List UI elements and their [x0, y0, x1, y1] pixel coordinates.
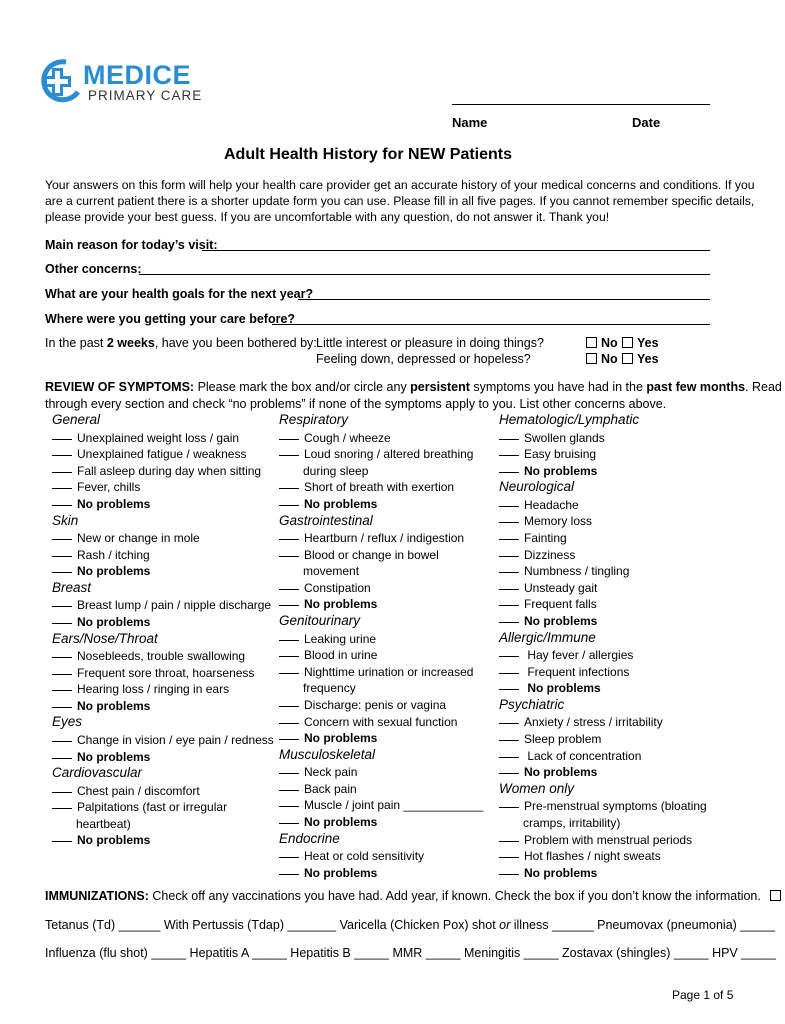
checkbox-blank[interactable] — [279, 656, 299, 657]
checkbox-blank[interactable] — [499, 857, 519, 858]
medice-logo — [38, 58, 223, 108]
section-heading: Gastrointestinal — [279, 512, 373, 528]
past-weeks-prompt: In the past 2 weeks, have you been bothered by: — [45, 336, 317, 350]
no-problems-option[interactable] — [499, 463, 597, 479]
symptom-label: Heat or cold sensitivity — [304, 849, 425, 864]
checkbox-blank[interactable] — [279, 488, 299, 489]
symptom-item[interactable] — [279, 714, 457, 730]
symptom-label: Hot flashes / night sweats — [524, 849, 661, 864]
symptom-item[interactable] — [499, 714, 663, 730]
checkbox-blank[interactable] — [279, 706, 299, 707]
ros-instructions-line-1: REVIEW OF SYMPTOMS: Please mark the box and/or circle any persistent symptoms you have had in the past few months. Read — [45, 380, 782, 394]
symptom-label: Change in vision / eye pain / redness — [77, 732, 274, 747]
symptom-label: Chest pain / discomfort — [77, 783, 200, 798]
symptom-item[interactable] — [279, 479, 454, 495]
section-heading: Breast — [52, 579, 92, 595]
no-problems-option[interactable] — [279, 730, 377, 746]
symptom-label: No problems — [304, 815, 378, 829]
symptom-label: No problems — [524, 614, 598, 628]
symptom-label: Memory loss — [524, 514, 593, 529]
symptom-label: Frequent sore throat, hoarseness — [77, 665, 255, 680]
symptom-label: Nighttime urination or increased — [304, 664, 474, 679]
no-problems-option[interactable] — [52, 614, 150, 630]
care-before-field[interactable] — [272, 324, 710, 325]
symptom-label: Swollen glands — [524, 430, 605, 445]
intro-line-3: please provide your best guess. If you are uncomfortable with any question, do not answer it. Thank you! — [45, 210, 610, 224]
checkbox-blank[interactable] — [499, 773, 519, 774]
symptom-item[interactable] — [279, 631, 376, 647]
checkbox-blank[interactable] — [52, 505, 72, 506]
symptom-label: Frequent falls — [524, 597, 597, 612]
checkbox-blank[interactable] — [279, 806, 299, 807]
symptom-item[interactable] — [279, 530, 464, 546]
unknown-checkbox-icon[interactable] — [770, 890, 781, 901]
checkbox-blank[interactable] — [279, 723, 299, 724]
symptom-item[interactable] — [52, 479, 140, 495]
symptom-item[interactable] — [279, 781, 357, 797]
q2-no-option[interactable]: No — [586, 352, 618, 366]
checkbox-blank[interactable] — [499, 622, 519, 623]
checkbox-blank[interactable] — [279, 739, 299, 740]
symptom-label: Neck pain — [304, 765, 358, 780]
checkbox-icon[interactable] — [622, 337, 633, 348]
symptom-item[interactable] — [499, 446, 596, 462]
section-heading: General — [52, 412, 101, 427]
section-heading: Musculoskeletal — [279, 746, 376, 762]
q2-yes-option[interactable]: Yes — [622, 352, 659, 366]
symptom-item[interactable] — [279, 430, 391, 446]
checkbox-blank[interactable] — [52, 741, 72, 742]
checkbox-blank[interactable] — [52, 657, 72, 658]
checkbox-blank[interactable] — [499, 439, 519, 440]
symptom-label: No problems — [77, 749, 151, 764]
checkbox-blank[interactable] — [499, 757, 519, 758]
no-problems-option[interactable] — [279, 814, 377, 830]
health-goals-field[interactable] — [298, 299, 710, 300]
symptom-item[interactable] — [279, 848, 424, 864]
symptom-item[interactable] — [499, 513, 592, 529]
symptom-label: New or change in mole — [77, 531, 200, 545]
symptom-item[interactable] — [279, 797, 483, 813]
symptom-label: Hay fever / allergies — [524, 648, 634, 663]
checkbox-blank[interactable] — [279, 455, 299, 456]
checkbox-blank[interactable] — [279, 505, 299, 506]
logo-name: MEDICE — [83, 60, 192, 90]
section-heading: Respiratory — [279, 412, 349, 427]
symptom-label: No problems — [524, 681, 601, 696]
checkbox-blank[interactable] — [499, 605, 519, 606]
symptom-label: Pre-menstrual symptoms (bloating — [524, 799, 707, 814]
logo-subtitle: PRIMARY CARE — [88, 88, 203, 103]
symptom-label: Heartburn / reflux / indigestion — [304, 531, 465, 545]
symptom-label: Muscle / joint pain ____________ — [304, 798, 484, 813]
checkbox-blank[interactable] — [499, 556, 519, 557]
checkbox-blank[interactable] — [52, 556, 72, 557]
symptom-label: No problems — [77, 564, 151, 579]
main-reason-label: Main reason for today’s visit: — [45, 238, 218, 252]
symptom-label: Unexplained fatigue / weakness — [77, 447, 247, 462]
other-concerns-field[interactable] — [139, 274, 710, 275]
symptom-label: Problem with menstrual periods — [524, 832, 693, 847]
symptom-item[interactable] — [52, 799, 227, 815]
immunizations-row-1[interactable]: Tetanus (Td) ______ With Pertussis (Tdap) _______ Varicella (Chicken Pox) shot or illness ______ Pneumovax (pneumonia) _____ — [45, 918, 776, 932]
no-problems-option[interactable] — [499, 613, 597, 629]
past-weeks-q2: Feeling down, depressed or hopeless? — [316, 352, 531, 366]
checkbox-blank[interactable] — [279, 673, 299, 674]
symptom-continuation: frequency — [303, 681, 356, 696]
checkbox-blank[interactable] — [52, 606, 72, 607]
checkbox-blank[interactable] — [279, 790, 299, 791]
symptom-label: Short of breath with exertion — [304, 480, 455, 495]
symptom-label: Easy bruising — [524, 447, 597, 462]
checkbox-blank[interactable] — [279, 539, 299, 540]
symptom-label: Fall asleep during day when sitting — [77, 463, 262, 478]
symptom-item[interactable] — [52, 681, 229, 697]
symptom-label: No problems — [77, 698, 151, 713]
other-concerns-label: Other concerns: — [45, 262, 142, 276]
checkbox-blank[interactable] — [499, 740, 519, 741]
symptom-item[interactable] — [279, 580, 371, 596]
symptom-label: Cough / wheeze — [304, 430, 391, 445]
checkbox-blank[interactable] — [279, 439, 299, 440]
symptom-item[interactable] — [279, 664, 473, 680]
section-heading: Hematologic/Lymphatic — [499, 412, 640, 427]
symptom-label: Concern with sexual function — [304, 714, 458, 729]
symptom-item[interactable] — [279, 446, 473, 462]
ros-instructions-line-2: through every section and check “no problems” if none of the symptoms apply to you. List other concerns above. — [45, 397, 667, 411]
checkbox-blank[interactable] — [499, 572, 519, 573]
checkbox-icon[interactable] — [622, 353, 633, 364]
symptom-item[interactable] — [52, 430, 239, 446]
symptom-label: Rash / itching — [77, 547, 150, 562]
symptom-item[interactable] — [52, 547, 150, 563]
symptom-label: Nosebleeds, trouble swallowing — [77, 649, 246, 663]
symptom-label: Blood in urine — [304, 648, 378, 663]
section-heading: Psychiatric — [499, 696, 565, 712]
checkbox-blank[interactable] — [52, 623, 72, 624]
checkbox-blank[interactable] — [499, 689, 519, 690]
checkbox-blank[interactable] — [499, 589, 519, 590]
symptom-label: Unsteady gait — [524, 580, 598, 595]
medical-cross-logo-icon — [38, 58, 84, 104]
checkbox-blank[interactable] — [279, 640, 299, 641]
no-problems-option[interactable] — [499, 680, 601, 696]
checkbox-blank[interactable] — [279, 605, 299, 606]
symptom-label: Unexplained weight loss / gain — [77, 430, 240, 445]
symptom-label: Lack of concentration — [524, 748, 642, 763]
symptom-item[interactable] — [52, 597, 271, 613]
checkbox-blank[interactable] — [279, 874, 299, 875]
symptom-label: Back pain — [304, 781, 357, 796]
no-problems-option[interactable] — [52, 832, 150, 848]
symptom-label: Palpitations (fast or irregular — [77, 800, 228, 815]
symptom-label: Leaking urine — [304, 631, 377, 646]
section-heading: Cardiovascular — [52, 765, 143, 781]
symptom-item[interactable] — [52, 446, 246, 462]
symptom-label: No problems — [524, 865, 598, 880]
symptom-continuation: heartbeat) — [76, 816, 131, 831]
symptom-item[interactable] — [499, 547, 575, 563]
section-heading: Endocrine — [279, 830, 340, 846]
checkbox-blank[interactable] — [52, 808, 72, 809]
symptom-label: Blood or change in bowel — [304, 547, 439, 562]
checkbox-blank[interactable] — [52, 488, 72, 489]
no-problems-option[interactable] — [499, 865, 597, 881]
symptom-item[interactable] — [499, 596, 597, 612]
symptom-label: Loud snoring / altered breathing — [304, 447, 474, 462]
symptom-item[interactable] — [279, 764, 357, 780]
symptom-item[interactable] — [279, 547, 439, 563]
symptom-label: Frequent infections — [524, 664, 630, 679]
intro-line-1: Your answers on this form will help your health care provider get an accurate history of your medical concerns and conditions. If you — [45, 178, 755, 192]
symptom-item[interactable] — [499, 848, 661, 864]
checkbox-blank[interactable] — [499, 522, 519, 523]
checkbox-blank[interactable] — [499, 807, 519, 808]
checkbox-icon[interactable] — [586, 337, 597, 348]
symptom-item[interactable] — [52, 530, 200, 546]
symptom-item[interactable] — [499, 430, 605, 446]
symptom-item[interactable] — [499, 798, 707, 814]
no-problems-option[interactable] — [279, 596, 377, 612]
symptom-label: No problems — [77, 614, 151, 629]
checkbox-blank[interactable] — [499, 656, 519, 657]
symptom-label: No problems — [77, 833, 151, 848]
symptom-item[interactable] — [499, 748, 641, 764]
symptom-label: No problems — [524, 463, 598, 478]
symptom-item[interactable] — [52, 665, 254, 681]
q1-yes-option[interactable]: Yes — [622, 336, 659, 350]
checkbox-blank[interactable] — [52, 690, 72, 691]
checkbox-blank[interactable] — [52, 792, 72, 793]
symptom-label: No problems — [304, 597, 378, 612]
checkbox-blank[interactable] — [52, 841, 72, 842]
checkbox-blank[interactable] — [52, 707, 72, 708]
symptom-item[interactable] — [279, 647, 377, 663]
section-heading: Skin — [52, 512, 79, 528]
symptom-item[interactable] — [499, 530, 567, 546]
symptom-item[interactable] — [52, 463, 261, 479]
checkbox-blank[interactable] — [279, 857, 299, 858]
q1-no-option[interactable]: No — [586, 336, 618, 350]
symptom-label: Hearing loss / ringing in ears — [77, 682, 230, 697]
symptom-item[interactable] — [52, 783, 200, 799]
section-heading: Allergic/Immune — [499, 629, 596, 645]
name-date-line[interactable] — [452, 104, 710, 105]
symptom-label: Fever, chills — [77, 480, 141, 495]
symptom-item[interactable] — [499, 647, 633, 663]
checkbox-blank[interactable] — [499, 723, 519, 724]
symptom-item[interactable] — [279, 697, 446, 713]
main-reason-field[interactable] — [202, 250, 710, 251]
checkbox-blank[interactable] — [499, 506, 519, 507]
symptom-label: No problems — [524, 765, 598, 780]
no-problems-option[interactable] — [52, 698, 150, 714]
checkbox-blank[interactable] — [52, 455, 72, 456]
symptom-item[interactable] — [499, 664, 629, 680]
checkbox-blank[interactable] — [52, 439, 72, 440]
checkbox-blank[interactable] — [499, 841, 519, 842]
checkbox-blank[interactable] — [499, 874, 519, 875]
section-heading: Genitourinary — [279, 613, 361, 628]
section-heading: Women only — [499, 780, 575, 796]
symptom-label: No problems — [304, 865, 378, 880]
symptom-label: Constipation — [304, 580, 371, 595]
symptom-label: Fainting — [524, 531, 567, 545]
checkbox-blank[interactable] — [279, 773, 299, 774]
symptom-item[interactable] — [499, 832, 692, 848]
symptom-item[interactable] — [499, 563, 629, 579]
no-problems-option[interactable] — [52, 496, 150, 512]
immunizations-instructions: IMMUNIZATIONS: Check off any vaccinations you have had. Add year, if known. Check the box if you don’t know the information. — [45, 889, 785, 903]
checkbox-icon[interactable] — [586, 353, 597, 364]
checkbox-blank[interactable] — [52, 758, 72, 759]
checkbox-blank[interactable] — [499, 455, 519, 456]
symptom-label: Dizziness — [524, 547, 576, 562]
symptom-continuation: cramps, irritability) — [523, 815, 621, 830]
section-heading: Eyes — [52, 714, 83, 730]
symptom-label: Headache — [524, 497, 579, 512]
checkbox-blank[interactable] — [279, 589, 299, 590]
symptom-label: Breast lump / pain / nipple discharge — [77, 598, 272, 613]
symptom-item[interactable] — [499, 731, 601, 747]
past-weeks-q1: Little interest or pleasure in doing things? — [316, 336, 544, 350]
checkbox-blank[interactable] — [52, 472, 72, 473]
section-heading: Neurological — [499, 479, 575, 495]
symptom-item[interactable] — [499, 580, 597, 596]
section-heading: Ears/Nose/Throat — [52, 630, 158, 646]
symptom-label: No problems — [77, 496, 151, 511]
checkbox-blank[interactable] — [499, 673, 519, 674]
symptom-item[interactable] — [499, 497, 579, 513]
checkbox-blank[interactable] — [52, 539, 72, 540]
name-label: Name — [452, 115, 488, 130]
symptom-label: Numbness / tingling — [524, 564, 630, 579]
intro-line-2: are a current patient there is a shorter update form you can use. Please fill in all five pages. If you cannot remember specific details, — [45, 194, 755, 208]
health-goals-label: What are your health goals for the next year? — [45, 287, 314, 301]
no-problems-option[interactable] — [499, 764, 597, 780]
immunizations-row-2[interactable]: Influenza (flu shot) _____ Hepatitis A _____ Hepatitis B _____ MMR _____ Meningitis _____ Zostavax (shingles) _____ HPV _____ — [45, 946, 777, 960]
symptom-continuation: during sleep — [303, 463, 369, 478]
no-problems-option[interactable] — [279, 496, 377, 512]
checkbox-blank[interactable] — [499, 539, 519, 540]
symptom-label: Sleep problem — [524, 732, 602, 746]
checkbox-blank[interactable] — [279, 556, 299, 557]
symptom-label: Anxiety / stress / irritability — [524, 715, 663, 730]
no-problems-option[interactable] — [52, 563, 150, 579]
symptom-label: No problems — [304, 731, 378, 746]
checkbox-blank[interactable] — [52, 572, 72, 573]
symptom-label: Discharge: penis or vagina — [304, 697, 447, 712]
checkbox-blank[interactable] — [52, 674, 72, 675]
symptom-label: No problems — [304, 496, 378, 511]
checkbox-blank[interactable] — [499, 472, 519, 473]
date-label: Date — [632, 115, 661, 130]
page-title: Adult Health History for NEW Patients — [224, 146, 513, 163]
symptom-item[interactable] — [52, 648, 245, 664]
no-problems-option[interactable] — [52, 749, 150, 765]
symptom-item[interactable] — [52, 732, 274, 748]
symptom-continuation: movement — [303, 564, 360, 579]
care-before-label: Where were you getting your care before? — [45, 312, 296, 326]
page-number: Page 1 of 5 — [672, 988, 734, 1002]
checkbox-blank[interactable] — [279, 823, 299, 824]
no-problems-option[interactable] — [279, 865, 377, 881]
